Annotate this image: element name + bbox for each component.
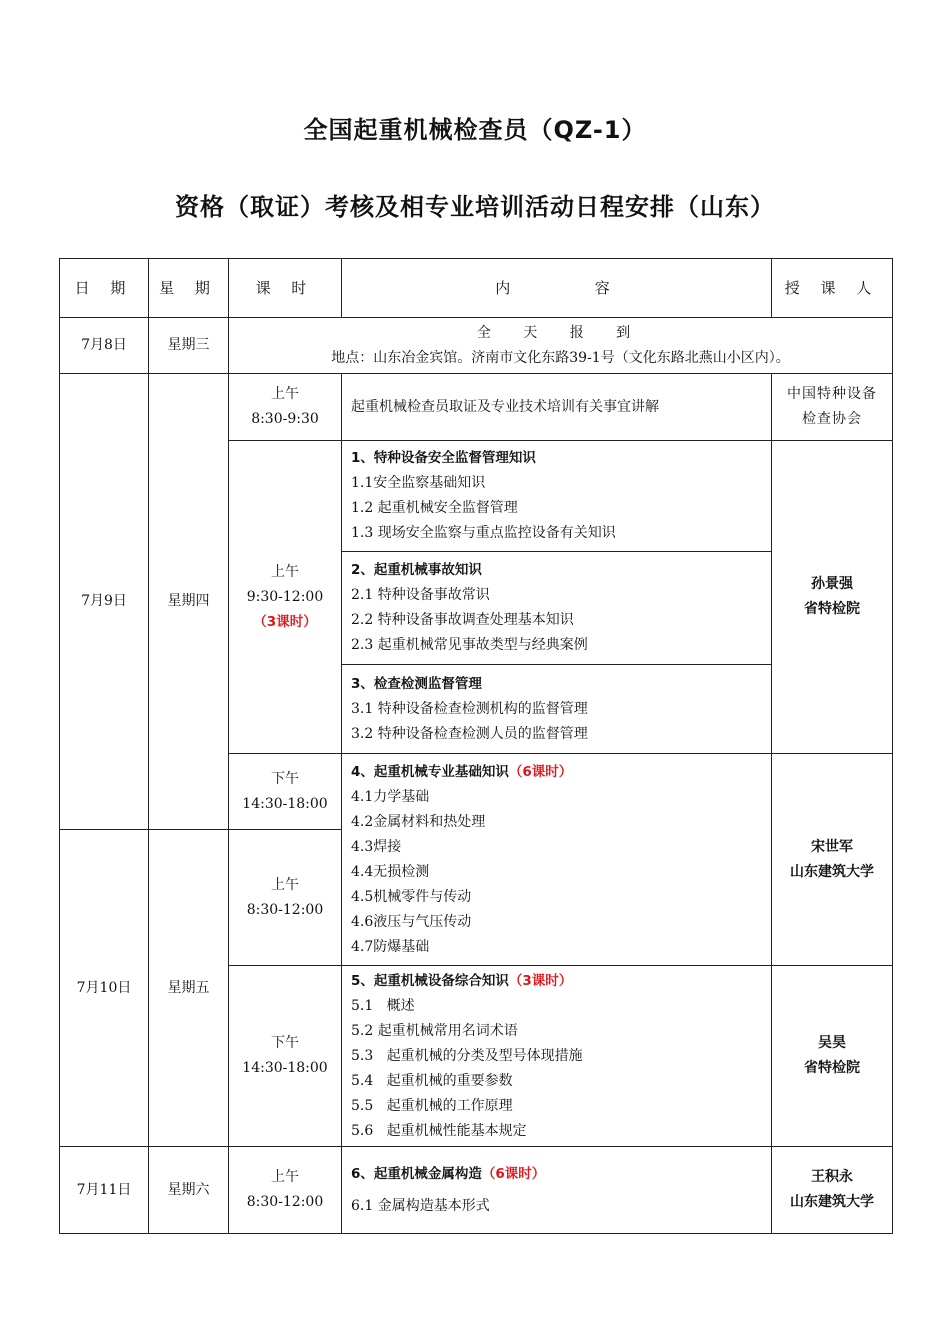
section-item: 3.1 特种设备检查检测机构的监督管理 (351, 700, 588, 717)
section-item: 4.1力学基础 (351, 789, 430, 805)
date-cell: 7月11日 (60, 1147, 149, 1234)
section-heading-row (351, 760, 771, 785)
period-cell (229, 830, 342, 966)
header-teacher: 授 课 人 (772, 259, 893, 318)
section-item: 3.2 特种设备检查检测人员的监督管理 (351, 725, 588, 742)
section-heading: 1、特种设备安全监督管理知识 (351, 450, 536, 466)
period-time: 14:30-18:00 (242, 1060, 328, 1076)
date-cell: 7月8日 (60, 318, 149, 374)
section-heading: 6、起重机械金属构造 (351, 1165, 482, 1182)
teacher-org: 山东建筑大学 (790, 1194, 874, 1210)
section-item: 5.3 起重机械的分类及型号体现措施 (351, 1047, 583, 1064)
section-item: 6.1 金属构造基本形式 (351, 1197, 490, 1214)
weekday-cell: 星期六 (149, 1147, 229, 1234)
section-item: 5.2 起重机械常用名词术语 (351, 1022, 518, 1039)
section-item: 4.6液压与气压传动 (351, 914, 472, 930)
section-heading: 3、检查检测监督管理 (351, 675, 482, 692)
section-item: 2.3 起重机械常见事故类型与经典案例 (351, 637, 588, 653)
teacher-name: 吴昊 (818, 1035, 846, 1051)
content-cell: 起重机械检查员取证及专业技术培训有关事宜讲解 (342, 374, 772, 441)
teacher-org: 检查协会 (802, 411, 862, 427)
period-time: 8:30-9:30 (251, 411, 319, 427)
period-label: 上午 (271, 876, 299, 893)
date-cell: 7月10日 (60, 830, 149, 1147)
teacher-org: 省特检院 (804, 1060, 860, 1076)
period-cell (229, 1147, 342, 1234)
section-hours: （6课时） (481, 1165, 546, 1182)
section-item: 5.5 起重机械的工作原理 (351, 1097, 513, 1114)
section-item: 2.1 特种设备事故常识 (351, 587, 490, 603)
period-time: 8:30-12:00 (246, 1194, 324, 1210)
teacher-cell (772, 754, 893, 966)
period-label: 上午 (271, 563, 299, 580)
section-item: 1.3 现场安全监察与重点监控设备有关知识 (351, 525, 616, 541)
section-item: 1.2 起重机械安全监督管理 (351, 500, 518, 516)
date-cell: 7月9日 (60, 374, 149, 830)
content-cell (342, 441, 772, 552)
teacher-name: 宋世军 (811, 838, 853, 855)
table-row (60, 374, 893, 441)
period-label: 上午 (271, 1169, 299, 1185)
period-cell (229, 441, 342, 754)
teacher-name: 王积永 (811, 1169, 853, 1185)
section-item: 4.5机械零件与传动 (351, 889, 472, 905)
period-cell (229, 754, 342, 830)
schedule-table (59, 258, 893, 1234)
section-heading: 2、起重机械事故知识 (351, 562, 482, 578)
period-time: 8:30-12:00 (246, 901, 324, 918)
section-item: 5.4 起重机械的重要参数 (351, 1072, 513, 1089)
document-title-line-2: 资格（取证）考核及相专业培训活动日程安排（山东） (175, 193, 775, 221)
registration-location: 地点：山东冶金宾馆。济南市文化东路39-1号（文化东路北燕山小区内）。 (331, 349, 790, 366)
period-label: 上午 (271, 386, 299, 402)
section-heading-row (351, 969, 771, 994)
content-cell (342, 966, 772, 1147)
section-item: 1.1安全监察基础知识 (351, 475, 486, 491)
period-hours: （3课时） (253, 613, 317, 630)
teacher-cell (772, 441, 893, 754)
section-item: 4.7防爆基础 (351, 939, 430, 955)
period-time: 9:30-12:00 (246, 588, 324, 605)
registration-cell (229, 318, 893, 374)
content-cell (342, 754, 772, 966)
registration-label: 全 天 报 到 (476, 324, 645, 341)
header-date: 日 期 (60, 259, 149, 318)
teacher-name: 孙景强 (811, 576, 853, 592)
header-row (60, 259, 893, 318)
period-label: 下午 (271, 770, 299, 787)
teacher-name: 中国特种设备 (787, 386, 877, 402)
section-hours: （3课时） (508, 972, 573, 989)
table-row (60, 1147, 893, 1234)
teacher-cell (772, 966, 893, 1147)
weekday-cell: 星期四 (149, 374, 229, 830)
header-weekday: 星 期 (149, 259, 229, 318)
document-title-line-1: 全国起重机械检查员（QZ-1） (303, 116, 647, 144)
content-cell (342, 665, 772, 754)
section-item: 5.6 起重机械性能基本规定 (351, 1122, 527, 1139)
section-item: 2.2 特种设备事故调查处理基本知识 (351, 612, 574, 628)
section-heading: 4、起重机械专业基础知识 (351, 764, 509, 780)
content-cell (342, 1147, 772, 1234)
header-content (342, 259, 772, 318)
period-time: 14:30-18:00 (242, 795, 328, 812)
teacher-org: 省特检院 (804, 601, 860, 617)
header-period: 课 时 (229, 259, 342, 318)
period-cell (229, 966, 342, 1147)
teacher-cell (772, 374, 893, 441)
weekday-cell: 星期五 (149, 830, 229, 1147)
content-cell (342, 552, 772, 665)
section-item: 4.3焊接 (351, 839, 402, 855)
section-item: 4.2金属材料和热处理 (351, 814, 486, 830)
section-item: 4.4无损检测 (351, 864, 430, 880)
period-cell (229, 374, 342, 441)
teacher-org: 山东建筑大学 (790, 863, 874, 880)
teacher-cell (772, 1147, 893, 1234)
header-content-label: 内 容 (495, 278, 618, 297)
section-heading-row (351, 1162, 771, 1187)
section-item: 5.1 概述 (351, 997, 415, 1014)
section-heading: 5、起重机械设备综合知识 (351, 972, 509, 989)
period-label: 下午 (271, 1035, 299, 1051)
weekday-cell: 星期三 (149, 318, 229, 374)
section-hours: （6课时） (508, 764, 573, 780)
table-row (60, 318, 893, 374)
